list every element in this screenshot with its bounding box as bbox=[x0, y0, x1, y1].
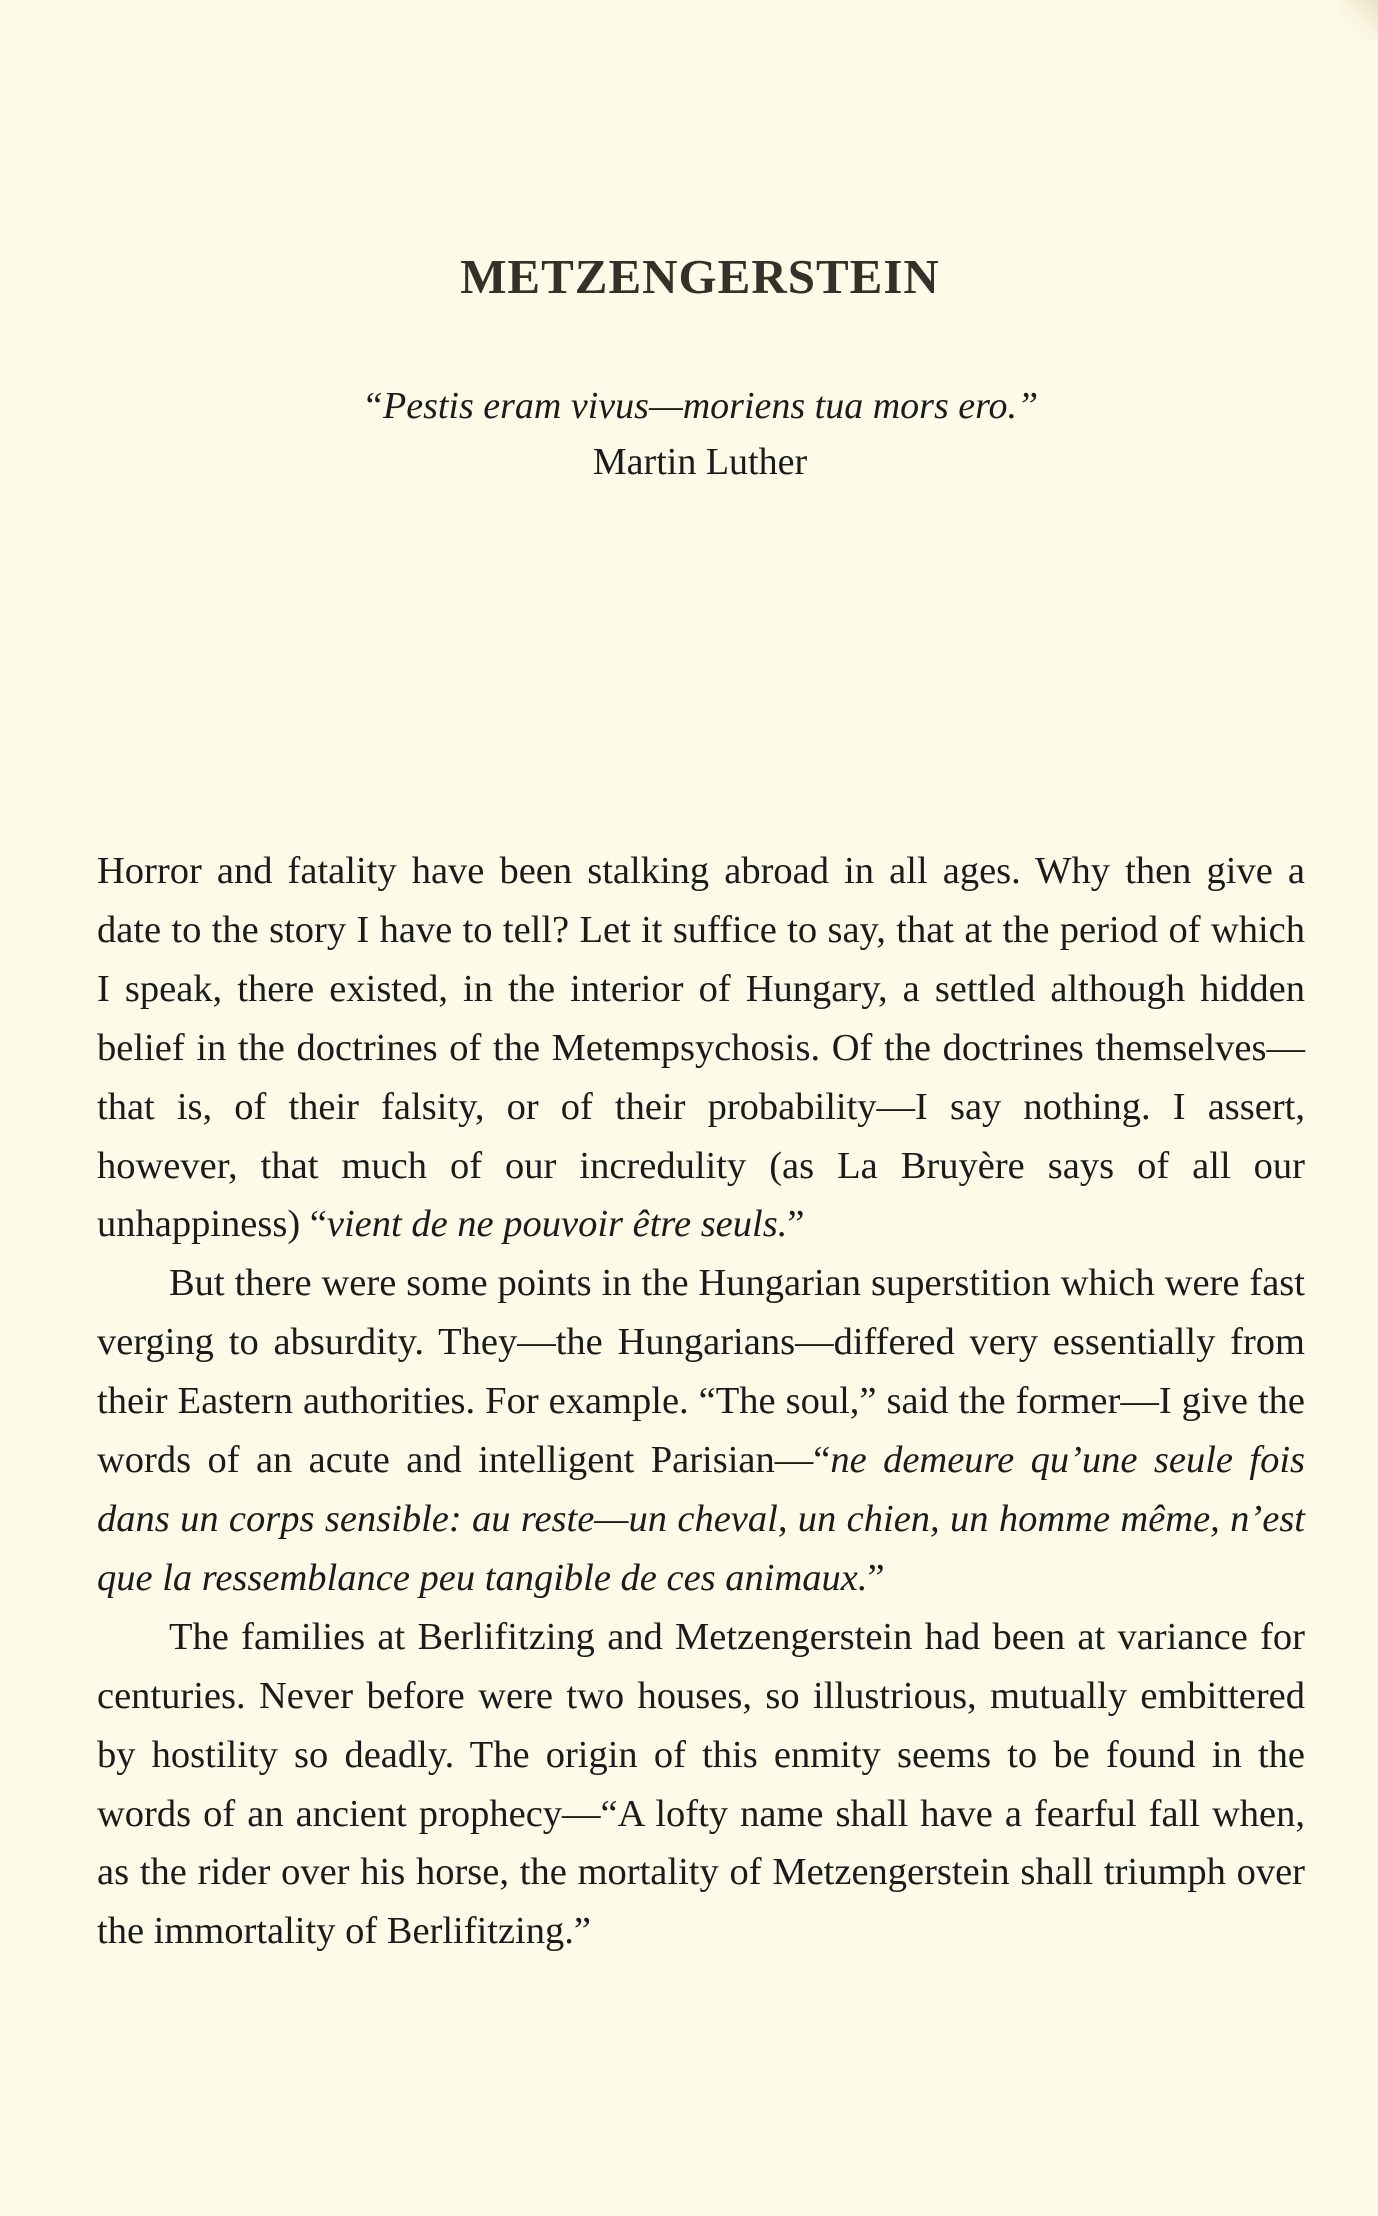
page-corner-fold bbox=[1338, 0, 1378, 40]
paragraph-1-text: Horror and fatality have been stalking abroad in all ages. Why then give a date to the story I have to tell? Let it suffice to say, that at the period of which I speak, there existed, in the interior of Hungary, a settled although hidden belief in the doctrines of the Metempsychosis. Of the doctrines themselves—that is, of their falsity, or of their probability—I say nothing. I assert, however, that much of our incredulity (as La Bruyère says of all our unhappiness) “ bbox=[97, 850, 1305, 1246]
epigraph-author: Martin Luther bbox=[592, 441, 808, 483]
paragraph-1-french-quote: vient de ne pouvoir être seuls. bbox=[326, 1203, 788, 1246]
paragraph-1 bbox=[97, 842, 1305, 1254]
paragraph-3: The families at Berlifitzing and Metzengerstein had been at variance for centuries. Never before were two houses, so illustrious, mutually embittered by hostility so deadly. The origin of this enmity seems to be found in the words of an ancient prophecy—“A lofty name shall have a fearful fall when, as the rider over his horse, the mortality of Metzengerstein shall triumph over the immortality of Berlifitzing.” bbox=[97, 1615, 1305, 1953]
paragraph-2-closing-quote: ” bbox=[867, 1556, 885, 1599]
story-title: METZENGERSTEIN bbox=[460, 249, 940, 304]
paragraph-2 bbox=[97, 1254, 1305, 1607]
paragraph-2-french-quote: ne demeure qu’une seule fois dans un corps sensible: au reste—un cheval, un chien, un homme même, n’est que la ressemblance peu tangible de ces animaux. bbox=[97, 1439, 1305, 1599]
story-body bbox=[97, 842, 1305, 1961]
paragraph-1-closing-quote: ” bbox=[787, 1203, 805, 1246]
epigraph bbox=[0, 378, 1378, 490]
paragraph-2-text: But there were some points in the Hungarian superstition which were fast verging to absurdity. They—the Hungarians—differed very essentially from their Eastern authorities. For example. “The soul,” said the former—I give the words of an acute and intelligent Parisian—“ bbox=[97, 1262, 1305, 1482]
epigraph-quote: “Pestis eram vivus—moriens tua mors ero.” bbox=[361, 385, 1039, 427]
